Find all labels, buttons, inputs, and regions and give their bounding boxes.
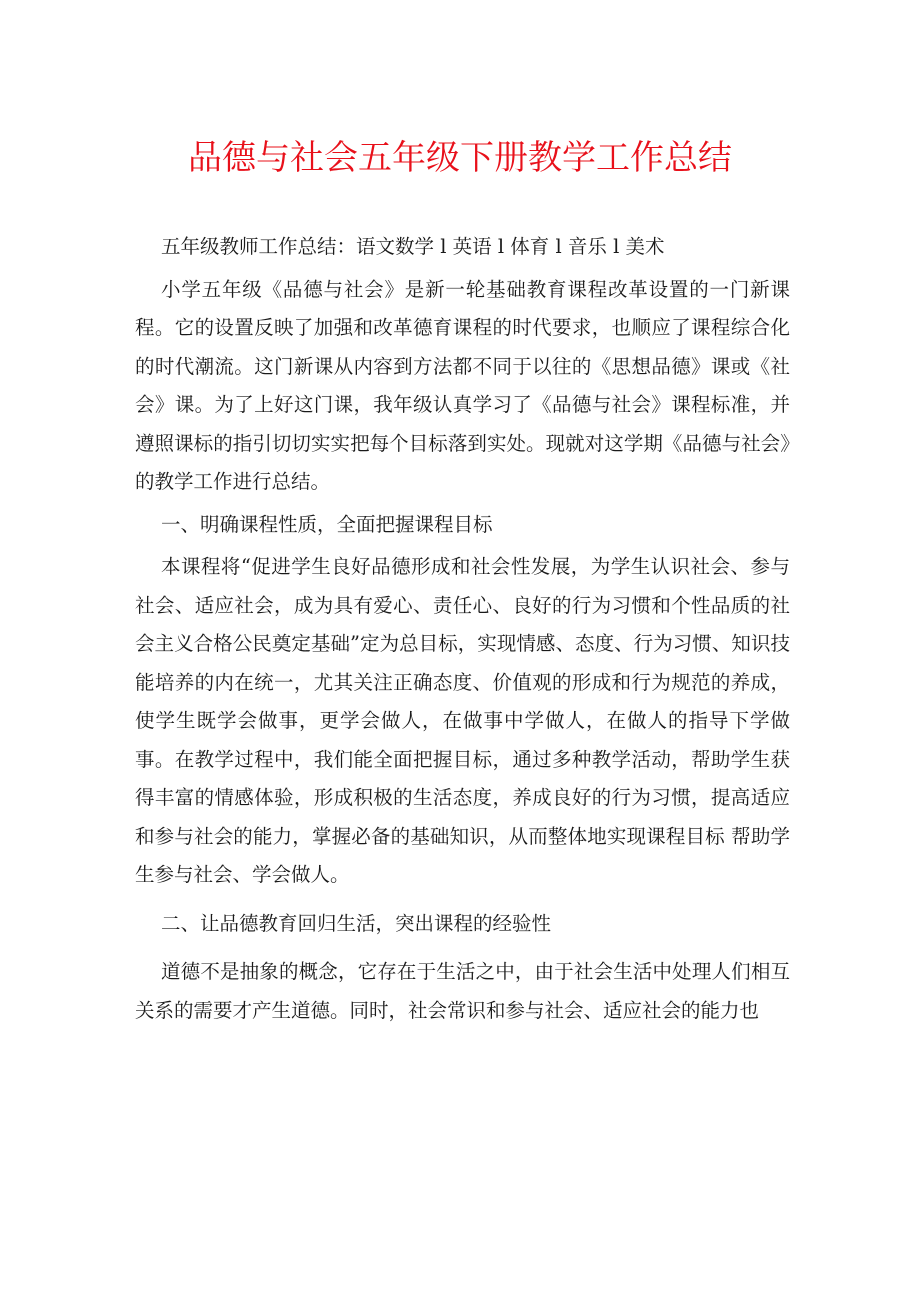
section-heading-2: 二、让品德教育回归生活，突出课程的经验性: [161, 911, 552, 935]
paragraph-intro: 小学五年级《品德与社会》是新一轮基础教育课程改革设置的一门新课程。它的设置反映了加强和改革德育课程的时代要求，也顺应了课程综合化的时代潮流。这门新课从内容到方法都不同于以往的《思想品德》课或《社会》课。为了上好这门课，我年级认真学习了《品德与社会》课程标准，并遵照课标的指引切切实实把每个目标落到实处。现就对这学期《品德与社会》的教学工作进行总结。: [135, 277, 790, 493]
document-body: [135, 228, 790, 1030]
section-heading-1: 一、明确课程性质，全面把握课程目标: [161, 512, 493, 536]
paragraph-section-2: 道德不是抽象的概念，它存在于生活之中，由于社会生活中处理人们相互关系的需要才产生道德。同时，社会常识和参与社会、适应社会的能力也: [135, 960, 790, 1022]
paragraph-section-1: 本课程将“促进学生良好品德形成和社会性发展，为学生认识社会、参与社会、适应社会，成为具有爱心、责任心、良好的行为习惯和个性品质的社会主义合格公民奠定基础”定为总目标，实现情感、态度、行为习惯、知识技能培养的内在统一，尤其关注正确态度、价值观的形成和行为规范的养成，使学生既学会做事，更学会做人，在做事中学做人，在做人的指导下学做事。在教学过程中，我们能全面把握目标，通过多种教学活动，帮助学生获得丰富的情感体验，形成积极的生活态度，养成良好的行为习惯，提高适应和参与社会的能力，掌握必备的基础知识，从而整体地实现课程目标 帮助学生参与社会、学会做人。: [135, 555, 790, 886]
document-title: 品德与社会五年级下册教学工作总结: [188, 138, 732, 178]
paragraph-subject-list: 五年级教师工作总结：语文数学 l 英语 l 体育 l 音乐 l 美术: [161, 235, 665, 258]
